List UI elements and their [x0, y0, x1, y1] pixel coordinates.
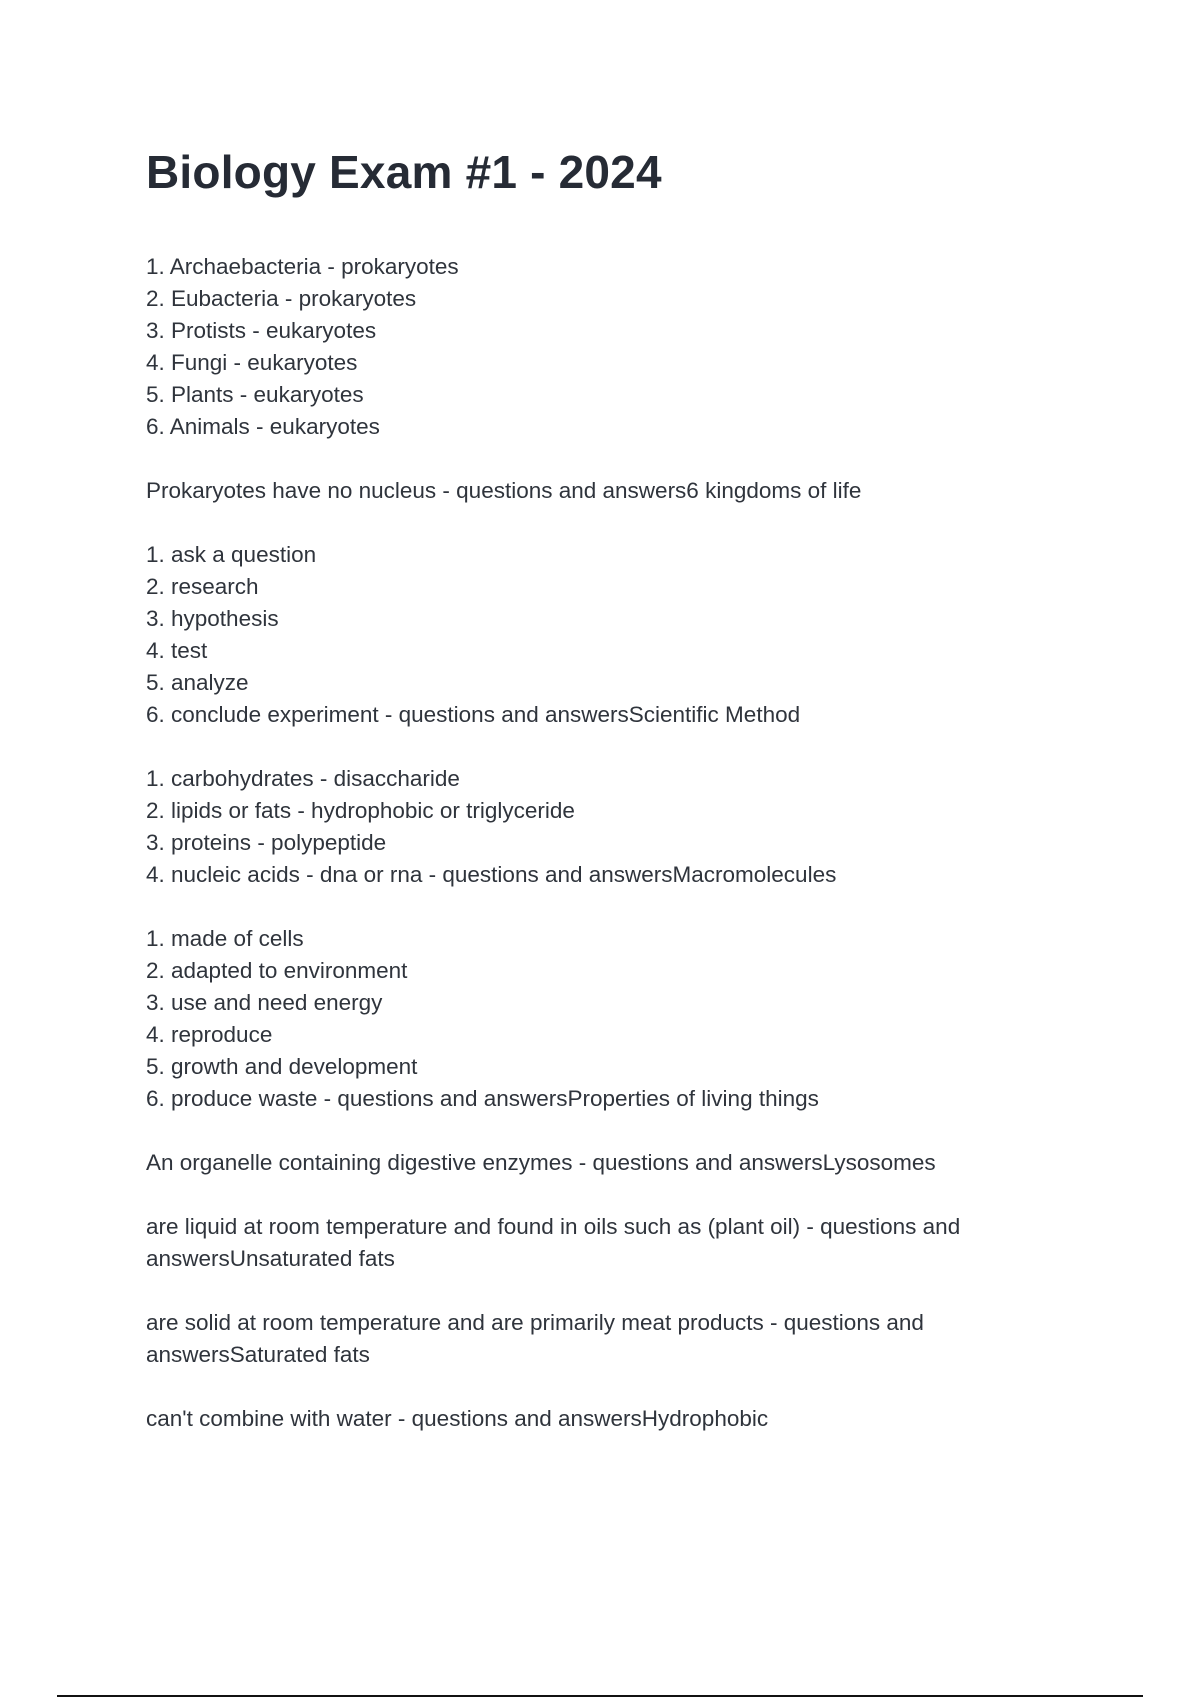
list-item: 5. analyze — [146, 670, 249, 695]
list-item: 4. Fungi - eukaryotes — [146, 350, 358, 375]
kingdoms-answer — [146, 475, 1046, 507]
unsaturated-fats-answer — [146, 1211, 1046, 1275]
list-item: 1. ask a question — [146, 542, 317, 567]
lysosomes-answer — [146, 1147, 1046, 1179]
macromolecules-list — [146, 763, 1046, 891]
list-item: 3. use and need energy — [146, 990, 383, 1015]
living-things-list — [146, 923, 1046, 1115]
list-item: 5. Plants - eukaryotes — [146, 382, 364, 407]
footer-divider — [57, 1695, 1143, 1697]
paragraph-line: answersUnsaturated fats — [146, 1246, 395, 1271]
list-item: 3. hypothesis — [146, 606, 279, 631]
hydrophobic-answer — [146, 1403, 1046, 1435]
kingdoms-list — [146, 251, 1046, 443]
scientific-method-list — [146, 539, 1046, 731]
list-item: 1. carbohydrates - disaccharide — [146, 766, 460, 791]
saturated-fats-answer — [146, 1307, 1046, 1371]
list-item: 4. test — [146, 638, 208, 663]
list-item: 5. growth and development — [146, 1054, 418, 1079]
list-item: 1. made of cells — [146, 926, 304, 951]
paragraph-line: Prokaryotes have no nucleus - questions and answers6 kingdoms of life — [146, 478, 862, 503]
document-page — [146, 140, 1046, 1467]
list-item: 6. Animals - eukaryotes — [146, 414, 380, 439]
list-item: 2. research — [146, 574, 259, 599]
paragraph-line: can't combine with water - questions and answersHydrophobic — [146, 1406, 769, 1431]
paragraph-line: answersSaturated fats — [146, 1342, 370, 1367]
list-item: 6. conclude experiment - questions and answersScientific Method — [146, 702, 801, 727]
list-item: 2. adapted to environment — [146, 958, 408, 983]
list-item: 4. nucleic acids - dna or rna - questions and answersMacromolecules — [146, 862, 837, 887]
paragraph-line: are liquid at room temperature and found in oils such as (plant oil) - questions and — [146, 1214, 961, 1239]
list-item: 2. Eubacteria - prokaryotes — [146, 286, 417, 311]
paragraph-line: An organelle containing digestive enzymes - questions and answersLysosomes — [146, 1150, 936, 1175]
list-item: 2. lipids or fats - hydrophobic or triglyceride — [146, 798, 575, 823]
list-item: 6. produce waste - questions and answersProperties of living things — [146, 1086, 819, 1111]
paragraph-line: are solid at room temperature and are primarily meat products - questions and — [146, 1310, 924, 1335]
page-title: Biology Exam #1 - 2024 — [146, 146, 662, 198]
list-item: 3. Protists - eukaryotes — [146, 318, 377, 343]
list-item: 1. Archaebacteria - prokaryotes — [146, 254, 459, 279]
list-item: 3. proteins - polypeptide — [146, 830, 387, 855]
list-item: 4. reproduce — [146, 1022, 273, 1047]
